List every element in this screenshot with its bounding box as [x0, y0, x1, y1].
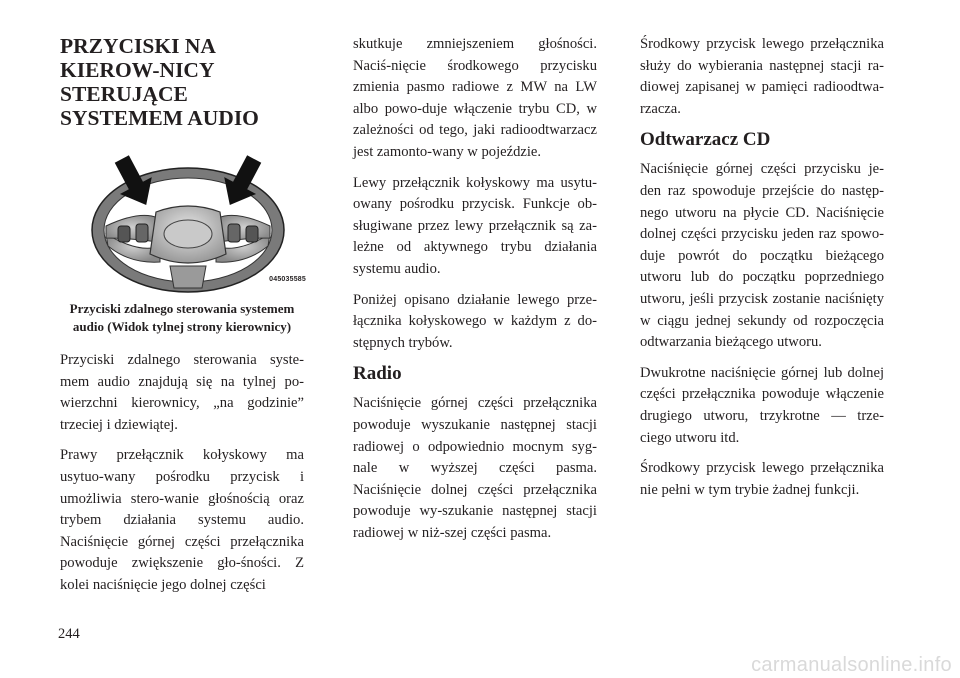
paragraph: Dwukrotne naciśnięcie górnej lub dolnej części przełącznika powoduje włączenie drugiego utworu, trzykrotne — trze-ciego utworu itd.: [640, 364, 884, 446]
watermark: carmanualsonline.info: [751, 654, 952, 676]
column-middle: [353, 34, 597, 553]
column-left: [60, 34, 304, 606]
paragraph: Naciśnięcie górnej części przełącznika powoduje wyszukanie następnej stacji radiowej o odpowiednio mocnym syg-nale w wyższej części pasma. Naciśnięcie dolnej części przełącznika powoduje wy-szukanie następnej stacji radiowej w niż-szej części pasma.: [353, 395, 597, 541]
paragraph: skutkuje zmniejszeniem głośności. Naciś-nięcie środkowego przycisku zmienia pasmo radiowe z MW na LW albo powo-duje włączenie trybu CD, w zależności od tego, jaki radioodtwarzacz jest zamonto-wany w pojeździe.: [353, 36, 597, 160]
paragraph: Lewy przełącznik kołyskowy ma usytu-owany pośrodku przycisk. Funkcje ob-sługiwane przez lewy przełącznik są za-leżne od aktywnego trybu działania systemu audio.: [353, 174, 597, 277]
paragraph: Środkowy przycisk lewego przełącznika służy do wybierania następnej stacji ra-diowej zapisanej w pamięci radioodtwa-rzacza.: [640, 36, 884, 117]
paragraph: Naciśnięcie górnej części przycisku je-den raz spowoduje przejście do następ-nego utworu na płycie CD. Naciśnięcie dolnej części przycisku jeden raz spowo-duje powrót do początku bieżącego utworu lub do początku poprzedniego utworu, jeśli przycisk zostanie naciśnięty w ciągu jednej sekundy od rozpoczęcia odtwarzania bieżącego utworu.: [640, 161, 884, 351]
paragraph: Środkowy przycisk lewego przełącznika nie pełni w tym trybie żadnej funkcji.: [640, 460, 884, 498]
figure-caption: Przyciski zdalnego sterowania systemem audio (Widok tylnej strony kierownicy): [69, 301, 295, 334]
section-heading-radio: Radio: [353, 363, 402, 385]
paragraph: Poniżej opisano działanie lewego prze-łącznika kołyskowego w każdym z do-stępnych trybów.: [353, 291, 597, 351]
paragraph: Przyciski zdalnego sterowania syste-mem audio znajdują się na tylnej po-wierzchni kierownicy, „na godzinie” trzeciej i dziewiątej.: [60, 352, 304, 433]
page-number: 244: [58, 626, 80, 642]
figure-code: 045035585: [269, 276, 306, 283]
steering-wheel-illustration: [60, 142, 304, 294]
paragraph: Prawy przełącznik kołyskowy ma usytuo-wany pośrodku przycisk i umożliwia stero-wanie głośnością oraz trybem działania systemu audio. Naciśnięcie górnej części przełącznika powoduje zwiększenie gło-śności. Z kolei naciśnięcie jego dolnej części: [60, 447, 304, 593]
column-right: [640, 34, 884, 510]
page-title: PRZYCISKI NA KIEROW-NICY STERUJĄCE SYSTEMEM AUDIO: [60, 34, 259, 130]
steering-wheel-figure: [60, 142, 304, 294]
section-heading-cd: Odtwarzacz CD: [640, 129, 771, 151]
